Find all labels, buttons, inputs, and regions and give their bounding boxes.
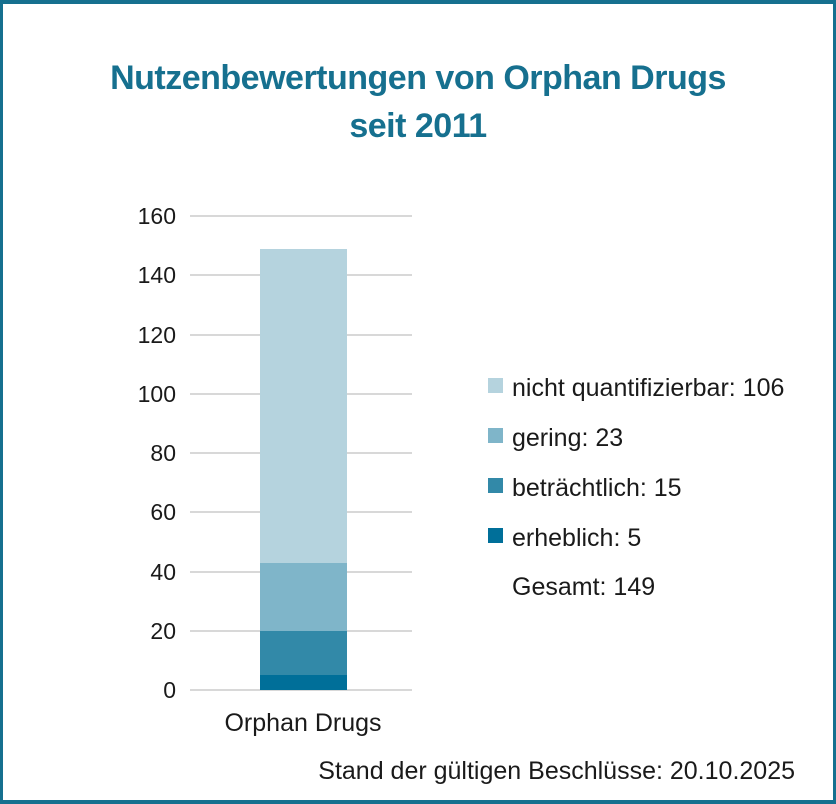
legend-swatch-icon xyxy=(488,528,503,543)
y-axis-tick-label-160: 160 xyxy=(137,203,176,229)
legend-total: Gesamt: 149 xyxy=(512,573,656,601)
bar-segment-betr-chtlich xyxy=(260,631,347,675)
chart-title-line2: seit 2011 xyxy=(349,107,487,145)
chart-title-line1: Nutzenbewertungen von Orphan Drugs xyxy=(110,59,726,97)
legend-swatch-icon xyxy=(488,428,503,443)
gridline-y-160 xyxy=(190,215,412,217)
y-axis-tick-label-60: 60 xyxy=(150,499,176,526)
y-axis-tick-label-140: 140 xyxy=(137,262,176,289)
legend-item-nicht-quantifizierbar xyxy=(488,373,784,403)
legend-item-erheblich xyxy=(488,523,641,553)
y-axis-tick-label-80: 80 xyxy=(150,440,176,466)
x-axis-category-label: Orphan Drugs xyxy=(224,709,382,737)
legend-item-label: gering: 23 xyxy=(512,424,624,452)
legend-swatch-icon xyxy=(488,478,503,493)
legend-item-betr-chtlich xyxy=(488,473,682,503)
footer-status-text: Stand der gültigen Beschlüsse: 20.10.2025 xyxy=(318,757,795,785)
bar-segment-nicht-quantifizierbar xyxy=(260,249,347,563)
legend-swatch-icon xyxy=(488,378,503,393)
legend-item-label: beträchtlich: 15 xyxy=(512,474,682,502)
legend-item-label: erheblich: 5 xyxy=(512,524,642,552)
y-axis-tick-label-20: 20 xyxy=(150,617,176,644)
y-axis-tick-label-120: 120 xyxy=(137,321,176,348)
legend-item-gering xyxy=(488,423,623,453)
legend-item-label: nicht quantifizierbar: 106 xyxy=(512,374,785,402)
y-axis-tick-label-0: 0 xyxy=(163,677,176,703)
bar-segment-erheblich xyxy=(260,675,347,690)
y-axis-tick-label-40: 40 xyxy=(150,558,176,585)
y-axis-tick-label-100: 100 xyxy=(137,380,176,407)
bar-segment-gering xyxy=(260,563,347,631)
